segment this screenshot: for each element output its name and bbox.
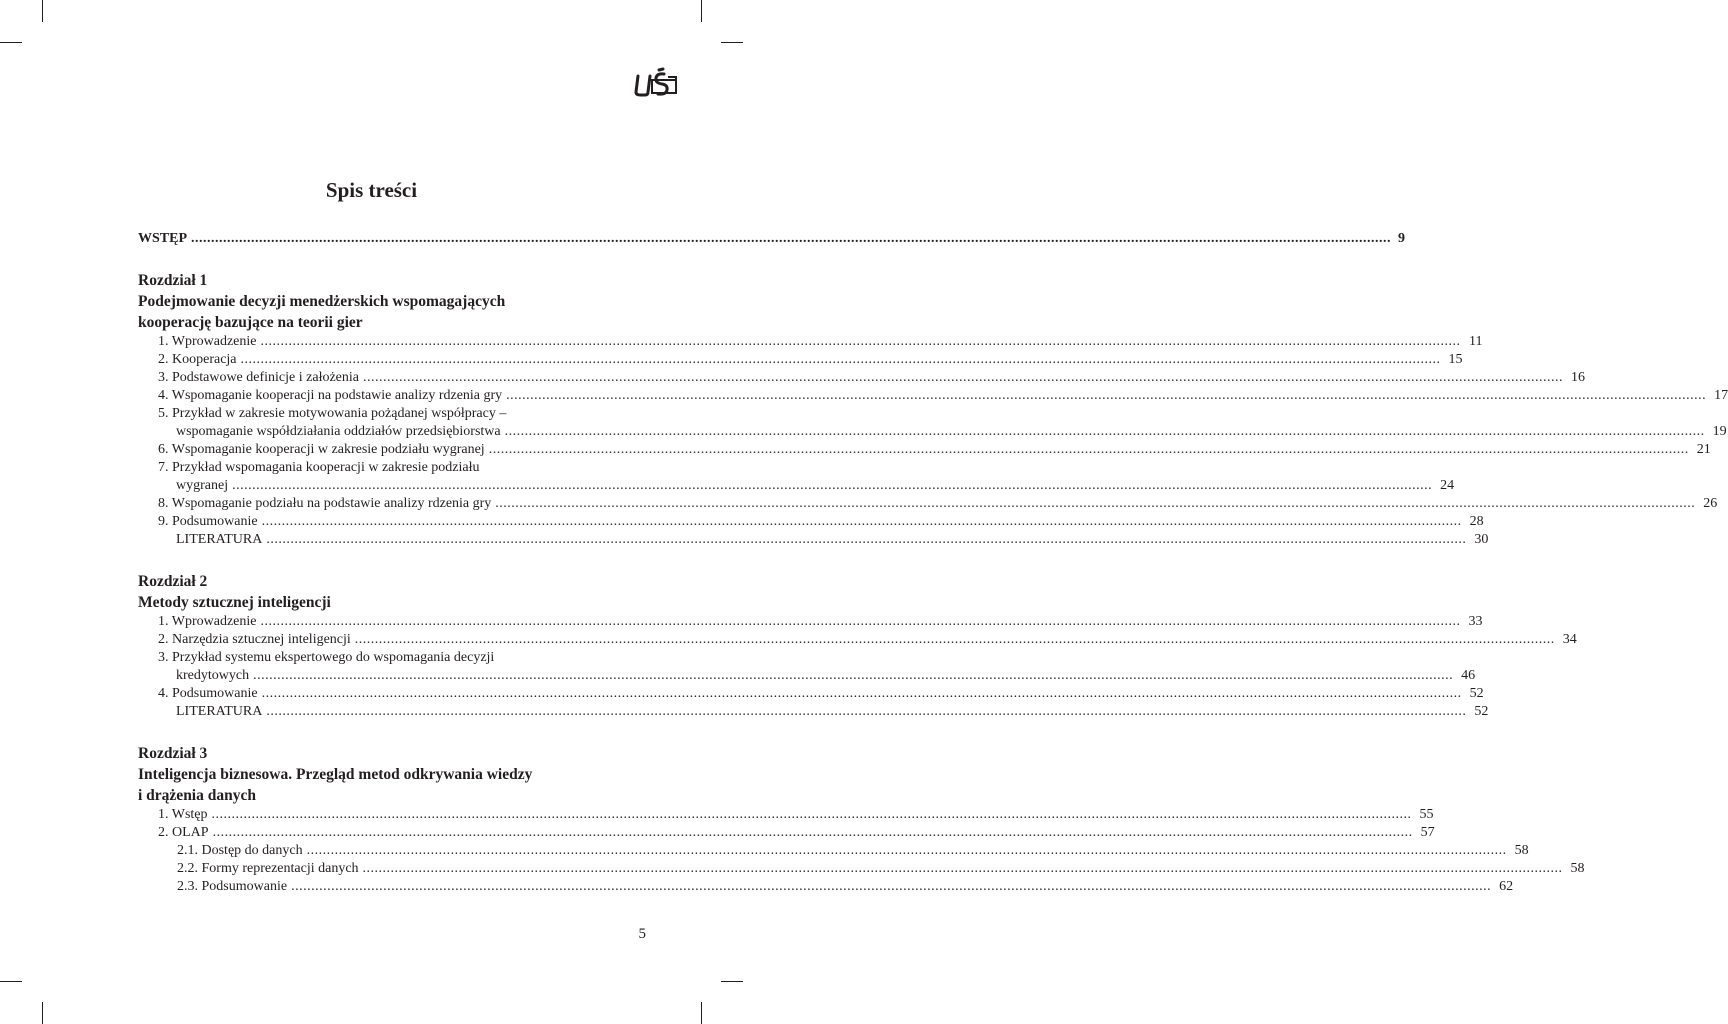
toc-entry-line: 5. Przykład w zakresie motywowania pożądanej współpracy –	[158, 406, 507, 421]
leader-dots: ............................................................................................................................................................................................................................................................................................................	[261, 686, 1462, 701]
toc-entry-label: 8. Wspomaganie podziału na podstawie analizy rdzenia gry	[158, 496, 492, 511]
toc-entry[interactable]	[138, 351, 1463, 369]
leader-dots: ............................................................................................................................................................................................................................................................................................................	[291, 879, 1492, 894]
toc-entry[interactable]	[138, 824, 1435, 842]
chapter-label: Rozdział 3	[138, 745, 208, 762]
leader-dots: ............................................................................................................................................................................................................................................................................................................	[232, 478, 1433, 493]
toc-entry-page: 62	[1499, 879, 1514, 894]
toc-entry[interactable]	[138, 531, 1489, 549]
toc-entry[interactable]	[138, 441, 1711, 459]
leader-dots: ............................................................................................................................................................................................................................................................................................................	[191, 231, 1392, 246]
crop-mark	[42, 1002, 43, 1024]
toc-entry[interactable]	[138, 513, 1484, 531]
leader-dots: ............................................................................................................................................................................................................................................................................................................	[211, 807, 1412, 822]
chapter-title-line: Metody sztucznej inteligencji	[138, 594, 331, 611]
toc-entry-label: 4. Podsumowanie	[158, 686, 258, 701]
page-title: Spis treści	[325, 178, 418, 202]
crop-mark	[721, 42, 743, 43]
crop-mark	[701, 0, 702, 22]
toc-entry-page: 58	[1514, 843, 1529, 858]
toc-intro-entry[interactable]	[138, 229, 1406, 249]
toc-entry-label: 1. Wprowadzenie	[158, 614, 257, 629]
toc-entry-page: 30	[1474, 532, 1489, 547]
toc-entry-label: 6. Wspomaganie kooperacji w zakresie podziału wygranej	[158, 442, 485, 457]
toc-entry-page: 24	[1440, 478, 1455, 493]
toc-entry-label: 4. Wspomaganie kooperacji na podstawie analizy rdzenia gry	[158, 388, 503, 403]
chapter-title-line: kooperację bazujące na teorii gier	[138, 314, 363, 331]
leader-dots: ............................................................................................................................................................................................................................................................................................................	[504, 424, 1705, 439]
toc-entry-label: 9. Podsumowanie	[158, 514, 258, 529]
toc-entry-page: 52	[1474, 704, 1489, 719]
toc-entry-page: 46	[1461, 668, 1476, 683]
toc-chapter	[138, 571, 1577, 721]
toc-entry-page: 19	[1712, 424, 1727, 439]
toc-entry-label: 2. Kooperacja	[158, 352, 237, 367]
toc-entry[interactable]	[138, 387, 1728, 405]
leader-dots: ............................................................................................................................................................................................................................................................................................................	[362, 861, 1563, 876]
toc-entry-page: 11	[1469, 334, 1483, 349]
toc-entry-page: 28	[1469, 514, 1484, 529]
toc-entry-page: 58	[1570, 861, 1585, 876]
leader-dots: ............................................................................................................................................................................................................................................................................................................	[212, 825, 1413, 840]
toc-entry[interactable]	[138, 459, 1455, 495]
leader-dots: ............................................................................................................................................................................................................................................................................................................	[266, 532, 1467, 547]
toc-entry-label: WSTĘP	[138, 231, 188, 246]
toc-entry[interactable]	[138, 878, 1514, 896]
leader-dots: ............................................................................................................................................................................................................................................................................................................	[266, 704, 1467, 719]
toc-entry-label: kredytowych	[176, 668, 250, 683]
toc-chapter	[138, 743, 1585, 896]
toc-entry[interactable]	[138, 860, 1585, 878]
toc-entry-page: 15	[1448, 352, 1463, 367]
table-of-contents	[138, 229, 1728, 896]
leader-dots: ............................................................................................................................................................................................................................................................................................................	[354, 632, 1555, 647]
toc-entry-label: 2. OLAP	[158, 825, 209, 840]
toc-entry[interactable]	[138, 613, 1483, 631]
toc-entry[interactable]	[138, 649, 1476, 685]
crop-mark	[0, 981, 22, 982]
leader-dots: ............................................................................................................................................................................................................................................................................................................	[261, 514, 1462, 529]
toc-entry-label: 2. Narzędzia sztucznej inteligencji	[158, 632, 351, 647]
toc-entry-label: 3. Podstawowe definicje i założenia	[158, 370, 359, 385]
toc-entry-page: 26	[1703, 496, 1718, 511]
chapter-label: Rozdział 1	[138, 272, 208, 289]
toc-entry[interactable]	[138, 842, 1529, 860]
toc-entry[interactable]	[138, 685, 1484, 703]
leader-dots: ............................................................................................................................................................................................................................................................................................................	[260, 334, 1461, 349]
toc-entry-page: 52	[1469, 686, 1484, 701]
toc-entry-page: 33	[1468, 614, 1483, 629]
toc-entry[interactable]	[138, 405, 1727, 441]
leader-dots: ............................................................................................................................................................................................................................................................................................................	[306, 843, 1507, 858]
leader-dots: ............................................................................................................................................................................................................................................................................................................	[362, 370, 1563, 385]
toc-entry-line: 7. Przykład wspomagania kooperacji w zakresie podziału	[158, 460, 480, 475]
toc-entry-page: 17	[1714, 388, 1728, 403]
crop-mark	[42, 0, 43, 22]
leader-dots: ............................................................................................................................................................................................................................................................................................................	[495, 496, 1696, 511]
toc-entry[interactable]	[138, 806, 1434, 824]
toc-entry-label: 2.3. Podsumowanie	[177, 879, 288, 894]
leader-dots: ............................................................................................................................................................................................................................................................................................................	[506, 388, 1707, 403]
toc-entry-page: 21	[1696, 442, 1711, 457]
toc-entry-page: 9	[1398, 231, 1406, 246]
chapter-title-line: Inteligencja biznesowa. Przegląd metod odkrywania wiedzy	[138, 766, 533, 783]
page-number: 5	[638, 926, 646, 942]
toc-entry-label: LITERATURA	[176, 532, 263, 547]
toc-entry-label: 2.2. Formy reprezentacji danych	[177, 861, 359, 876]
chapter-title-line: Podejmowanie decyzji menedżerskich wspomagających	[138, 293, 506, 310]
crop-mark	[721, 981, 743, 982]
toc-entry-page: 55	[1419, 807, 1434, 822]
leader-dots: ............................................................................................................................................................................................................................................................................................................	[240, 352, 1441, 367]
toc-entry-label: wspomaganie współdziałania oddziałów przedsiębiorstwa	[176, 424, 501, 439]
toc-entry-label: LITERATURA	[176, 704, 263, 719]
toc-entry[interactable]	[138, 495, 1718, 513]
toc-entry-label: 2.1. Dostęp do danych	[177, 843, 303, 858]
toc-entry-label: wygranej	[176, 478, 229, 493]
leader-dots: ............................................................................................................................................................................................................................................................................................................	[488, 442, 1689, 457]
chapter-title-line: i drążenia danych	[138, 787, 256, 804]
publisher-logo	[634, 68, 678, 98]
toc-entry-page: 16	[1570, 370, 1585, 385]
toc-chapter	[138, 270, 1728, 549]
chapter-label: Rozdział 2	[138, 573, 208, 590]
toc-entry[interactable]	[138, 369, 1585, 387]
toc-entry-label: 1. Wstęp	[158, 807, 208, 822]
toc-entry-page: 34	[1562, 632, 1577, 647]
leader-dots: ............................................................................................................................................................................................................................................................................................................	[260, 614, 1461, 629]
crop-mark	[701, 1002, 702, 1024]
toc-entry-page: 57	[1420, 825, 1435, 840]
toc-entry[interactable]	[138, 631, 1577, 649]
toc-entry[interactable]	[138, 703, 1489, 721]
toc-entry-line: 3. Przykład systemu ekspertowego do wspomagania decyzji	[158, 650, 495, 665]
crop-mark	[0, 42, 22, 43]
toc-entry[interactable]	[138, 333, 1483, 351]
toc-entry-label: 1. Wprowadzenie	[158, 334, 257, 349]
leader-dots: ............................................................................................................................................................................................................................................................................................................	[253, 668, 1454, 683]
